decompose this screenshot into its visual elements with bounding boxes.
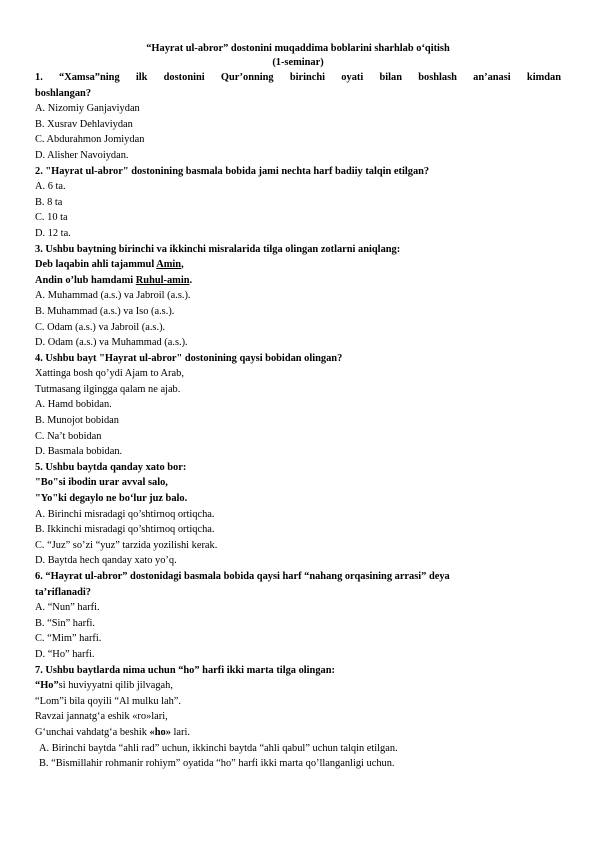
question-text: 5. Ushbu baytda qanday xato bor: [35,461,187,473]
question-2 [35,164,561,242]
option-c: C. Na’t bobidan [35,430,102,442]
option-b: B. “Bismillahir rohmanir rohiym” oyatida “ho” harfi ikki marta qo’llanganligi uchun. [39,758,395,770]
option-a: A. Birinchi misradagi qo’shtirnoq ortiqcha. [35,508,215,520]
option-c: C. “Juz” so’zi “yuz” tarzida yozilishi kerak. [35,539,218,551]
option-a: A. Nizomiy Ganjaviydan [35,103,140,115]
option-c: C. “Mim” harfi. [35,633,102,645]
option-b: B. 8 ta [35,196,63,208]
verse-underlined-word: Amin [156,259,182,271]
option-d: D. Odam (a.s.) va Muhammad (a.s.). [35,337,188,349]
option-c: C. Odam (a.s.) va Jabroil (a.s.). [35,321,166,333]
verse-line-4 [35,725,561,741]
verse-line-1: "Bo"si ibodin urar avval salo, [35,477,168,489]
question-6 [35,569,561,663]
question-text: 2. "Hayrat ul-abror" dostonining basmala bobida jami nechta harf badiiy talqin etilgan? [35,165,430,177]
question-4 [35,351,561,460]
verse-text: si huviyyatni qilib jilvagah, [58,680,173,692]
option-a: A. Muhammad (a.s.) va Jabroil (a.s.). [35,290,191,302]
option-d: D. Baytda hech qanday xato yo’q. [35,555,177,567]
verse-line-1 [35,678,561,694]
verse-line-2 [35,273,561,289]
verse-text: Deb laqabin ahli tajammul [35,259,157,271]
verse-text: Andin o’lub hamdami [35,274,136,286]
verse-line-1: Xattinga bosh qo’ydi Ajam to Arab, [35,368,184,380]
option-b: B. “Sin” harfi. [35,617,96,629]
verse-line-1 [35,257,561,273]
question-1 [35,70,561,164]
verse-text: lari. [170,726,190,738]
verse-bold-word: «ho» [149,726,171,738]
question-5 [35,460,561,569]
question-text: 7. Ushbu baytlarda nima uchun “ho” harfi ikki marta tilga olingan: [35,664,335,676]
question-text: 1. “Xamsa”ning ilk dostonini Qur’onning birinchi oyati bilan boshlash an’anasi kimdan [35,72,561,83]
option-d: D. “Ho” harfi. [35,648,95,660]
verse-punct: . [189,274,193,286]
question-text-cont: ta’riflanadi? [35,586,91,598]
option-c: C. 10 ta [35,212,68,224]
verse-bold-word: “Ho” [35,680,59,692]
verse-line-2: "Yo"ki degaylo ne bo‘lur juz balo. [35,493,188,505]
option-b: B. Xusrav Dehlaviydan [35,118,133,130]
option-a: A. Birinchi baytda “ahli rad” uchun, ikkinchi baytda “ahli qabul” uchun talqin etilgan. [39,742,398,754]
document-page [35,42,561,772]
verse-underlined-word: Ruhul-amin [135,274,190,286]
option-a: A. “Nun” harfi. [35,602,100,614]
option-d: D. Basmala bobidan. [35,446,123,458]
question-text-cont: boshlangan? [35,87,92,99]
option-b: B. Muhammad (a.s.) va Iso (a.s.). [35,305,175,317]
option-d: D. 12 ta. [35,227,71,239]
verse-punct: , [181,259,184,271]
title-line-2: (1-seminar) [272,57,324,68]
verse-line-2: Tutmasang ilgingga qalam ne ajab. [35,383,181,395]
question-text: 6. “Hayrat ul-abror” dostonidagi basmala bobida qaysi harf “nahang orqasining arrasi” deya [35,571,450,582]
title-line-1: “Hayrat ul-abror” dostonini muqaddima boblarini sharhlab o‘qitish [146,43,450,54]
option-b: B. Munojot bobidan [35,415,119,427]
option-a: A. 6 ta. [35,181,66,193]
verse-line-2: “Lom”i bila qoyili “Al mulku lah”. [35,695,182,707]
verse-line-3: Ravzai jannatg‘a eshik «ro»lari, [35,711,168,723]
question-text: 4. Ushbu bayt "Hayrat ul-abror" dostonining qaysi bobidan olingan? [35,352,343,364]
option-b: B. Ikkinchi misradagi qo’shtirnoq ortiqcha. [35,524,215,536]
question-7 [35,663,561,772]
option-d: D. Alisher Navoiydan. [35,149,129,161]
document-title [35,42,561,70]
question-text: 3. Ushbu baytning birinchi va ikkinchi misralarida tilga olingan zotlarni aniqlang: [35,243,401,255]
option-a: A. Hamd bobidan. [35,399,112,411]
question-3 [35,242,561,351]
verse-text: G‘unchai vahdatg‘a beshik [35,726,150,738]
option-c: C. Abdurahmon Jomiydan [35,134,145,146]
